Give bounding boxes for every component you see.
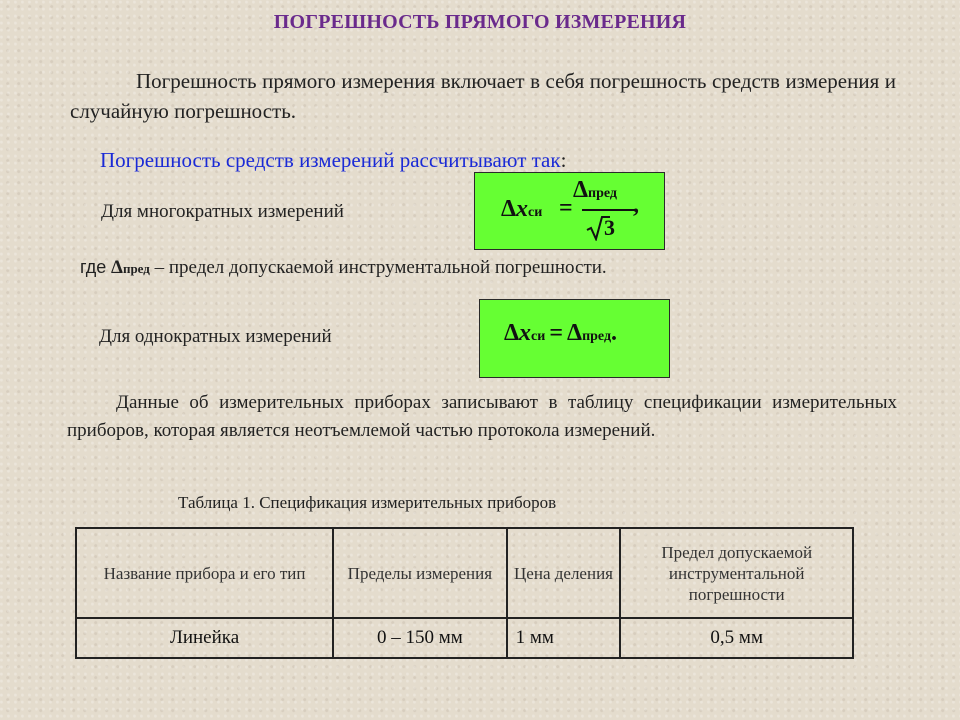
definition-text: – предел допускаемой инструментальной погрешности. bbox=[154, 257, 607, 278]
cell-error-limit: 0,5 мм bbox=[620, 618, 853, 658]
variable-x: x bbox=[516, 196, 529, 222]
delta-symbol: Δ bbox=[504, 320, 520, 346]
where-prefix: где bbox=[80, 257, 107, 277]
fraction-denominator: 3 bbox=[604, 215, 615, 240]
cell-device: Линейка bbox=[76, 618, 333, 658]
fraction-bar bbox=[582, 209, 636, 211]
subscript-si: си bbox=[531, 329, 546, 344]
cell-division: 1 мм bbox=[507, 618, 621, 658]
delta-symbol: Δ bbox=[111, 257, 123, 278]
delta-symbol: Δ bbox=[501, 196, 517, 222]
formula-box-single bbox=[479, 299, 670, 378]
formula-single bbox=[504, 320, 617, 347]
intro-paragraph: Погрешность прямого измерения включает в себя погрешность средств измерения и случайную погрешность. bbox=[70, 69, 896, 123]
header-range: Пределы измерения bbox=[333, 528, 507, 618]
delta-symbol: Δ bbox=[573, 177, 589, 203]
header-device-name: Название прибора и его тип bbox=[76, 528, 333, 618]
calc-intro-colon: : bbox=[560, 148, 567, 172]
single-label: Для однократных измерений bbox=[99, 326, 332, 347]
subscript-pred: пред bbox=[588, 186, 618, 201]
calc-intro-text: Погрешность средств измерений рассчитывают так bbox=[100, 148, 561, 172]
subscript-si: си bbox=[528, 205, 543, 220]
cell-range: 0 – 150 мм bbox=[333, 618, 507, 658]
formula-lhs bbox=[501, 196, 542, 223]
fraction-numerator bbox=[573, 177, 617, 204]
multiple-label: Для многократных измерений bbox=[101, 201, 344, 222]
table-intro-paragraph: Данные об измерительных приборах записывают в таблицу спецификации измерительных приборов, которая является неотъемлемой частью протокола измерений. bbox=[67, 392, 897, 441]
header-division: Цена деления bbox=[507, 528, 621, 618]
delta-symbol: Δ bbox=[567, 320, 583, 346]
definition-line bbox=[80, 257, 607, 279]
subscript-pred: пред bbox=[122, 261, 150, 276]
trailing-comma: , bbox=[633, 192, 639, 218]
calc-intro bbox=[100, 145, 566, 175]
equals-sign: = bbox=[559, 195, 573, 221]
table-caption: Таблица 1. Спецификация измерительных приборов bbox=[178, 493, 557, 512]
table-row bbox=[76, 618, 853, 658]
spec-table bbox=[75, 527, 854, 659]
header-error-limit: Предел допускаемой инструментальной погрешности bbox=[620, 528, 853, 618]
table-header-row bbox=[76, 528, 853, 618]
subscript-pred: пред bbox=[582, 329, 612, 344]
variable-x: x bbox=[519, 320, 532, 346]
trailing-period: . bbox=[611, 320, 618, 346]
page-title: ПОГРЕШНОСТЬ ПРЯМОГО ИЗМЕРЕНИЯ bbox=[273, 11, 687, 33]
equals-sign: = bbox=[549, 320, 564, 346]
formula-box-multiple bbox=[474, 172, 665, 250]
